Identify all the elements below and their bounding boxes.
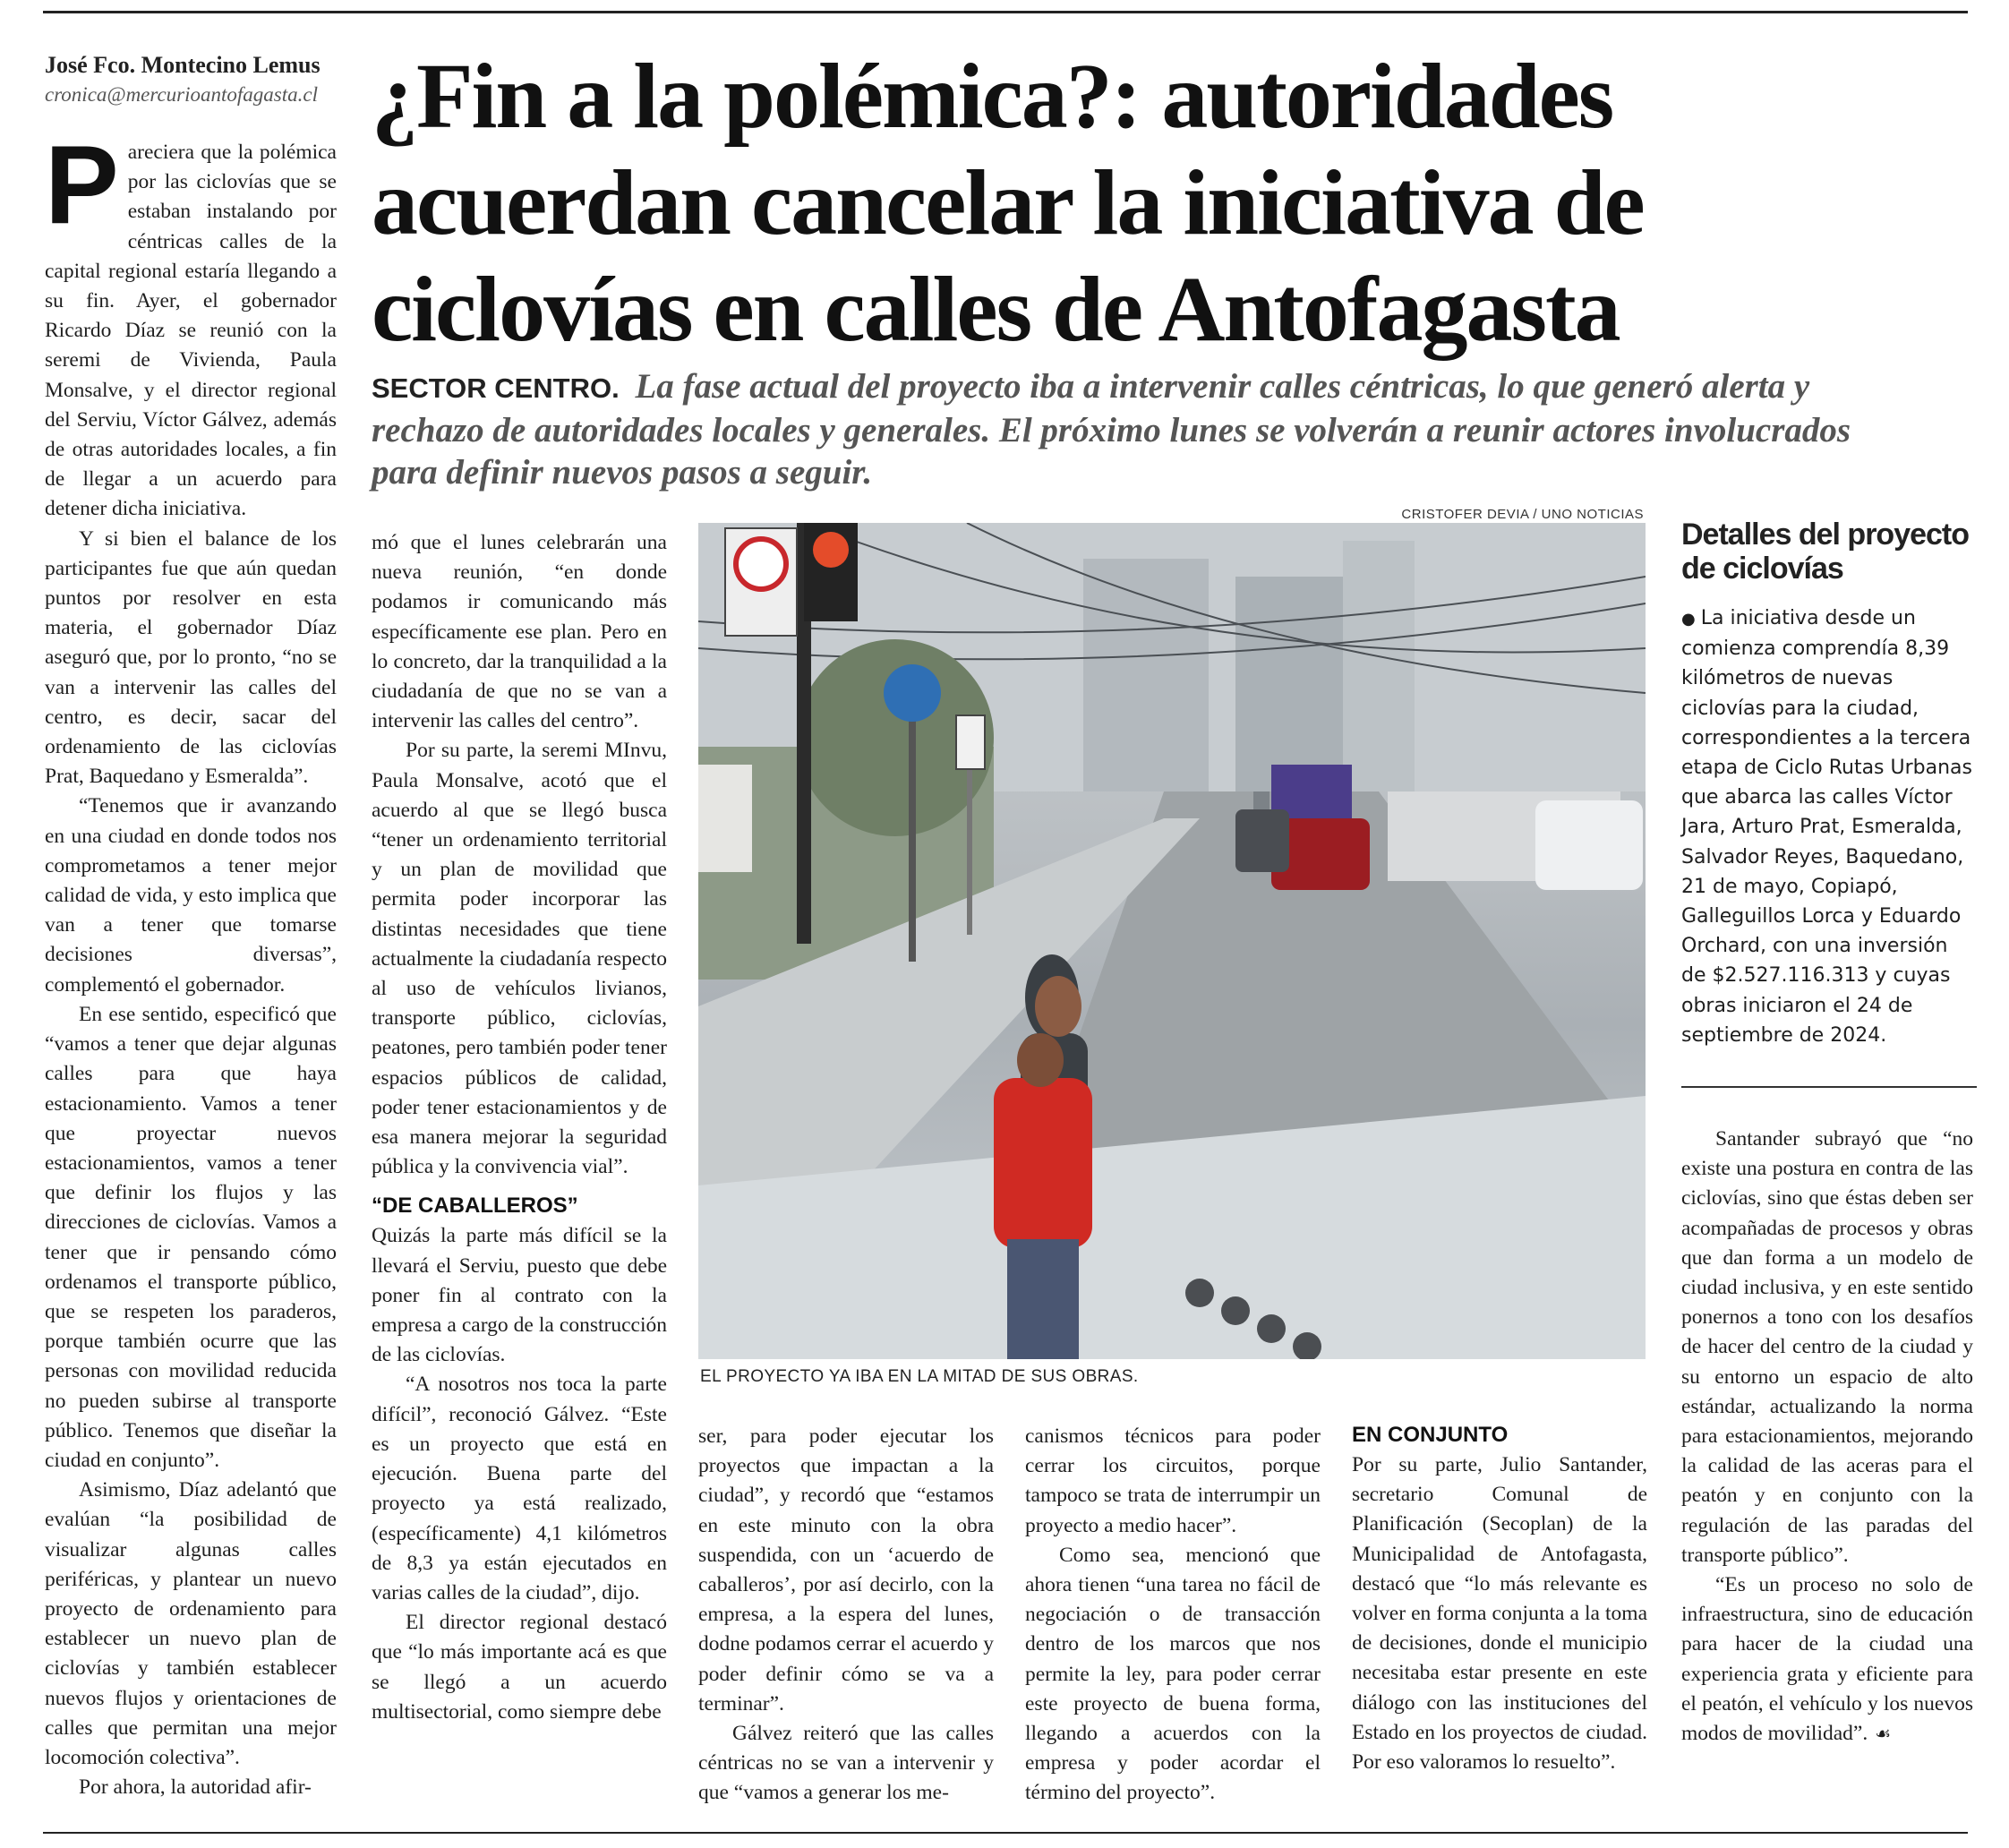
sidebar-title: Detalles del proyecto de ciclovías	[1681, 518, 1970, 586]
closing-text: “Es un proceso no solo de infraestructura, sino de educación para hacer de la ciudad una experiencia grata y eficiente para el peatón, el vehículo y los nuevos modos de movilidad”.	[1681, 1573, 1973, 1746]
end-mark-icon: ☙	[1875, 1723, 1892, 1745]
sidebar-body	[1681, 603, 1973, 1050]
headline: ¿Fin a la polémica?: autoridades acuerdan cancelar la iniciativa de ciclovías en calles de Antofagasta	[372, 45, 1644, 361]
street-scene-illustration	[698, 523, 1646, 1359]
top-rule	[43, 11, 1968, 13]
author-name: José Fco. Montecino Lemus	[45, 52, 321, 78]
sidebar-text: La iniciativa desde un comienza comprendía 8,39 kilómetros de nuevas ciclovías para la ciudad, correspondientes a la tercera etapa de Ciclo Rutas Urbanas que abarca las calles Víctor Jara, Arturo Prat, Esmeralda, Salvador Reyes, Baquedano, 21 de mayo, Copiapó, Galleguillos Lorca y Eduardo Orchard, con una inversión de $2.527.116.313 y cuyas obras iniciaron el 24 de septiembre de 2024.	[1681, 607, 1972, 1047]
paragraph: Y si bien el balance de los participantes fue que aún quedan puntos por resolver en esta materia, el gobernador Díaz aseguró que, por lo pronto, “no se van a intervenir las calles del centro, es decir, sacar del ordenamiento de las ciclovías Prat, Baquedano y Esmeralda”.	[45, 526, 337, 789]
paragraph: Santander subrayó que “no existe una postura en contra de las ciclovías, sino que éstas deben ser acompañadas de procesos y obras que dan forma a un modelo de ciudad inclusiva, y en este sentido ponernos a tono con los desafíos de hacer del centro de la ciudad y su entorno un espacio de alto estándar, actualizando la norma para estacionamientos, mejorando la calidad de las aceras para el peatón y en conjunto con la regulación de las paradas del transporte público”.	[1681, 1127, 1973, 1567]
street-photo	[698, 523, 1646, 1359]
paragraph: Por su parte, Julio Santander, secretario Comunal de Planificación (Secoplan) de la Municipalidad de Antofagasta, destacó que “lo más relevante es volver en forma conjunta a la toma de decisiones, donde el municipio necesitaba estar presente en este diálogo con las instituciones del Estado en los proyectos de ciudad. Por eso valoramos lo resuelto”.	[1352, 1453, 1647, 1775]
paragraph: “Tenemos que ir avanzando en una ciudad en donde todos nos comprometamos a tener mejor calidad de vida, y esto implica que van a tener que tomarse decisiones diversas”, complementó el gobernador.	[45, 794, 337, 997]
paragraph: Por ahora, la autoridad afir-	[79, 1775, 312, 1800]
byline	[45, 50, 340, 109]
article-column-5	[1352, 1420, 1647, 1777]
paragraph: mó que el lunes celebrarán una nueva reunión, “en donde podamos ir comunicando más específicamente ese plan. Pero en lo concreto, dar la tranquilidad a la ciudadanía de que no se van a intervenir las calles del centro”.	[372, 531, 667, 733]
drop-cap: P	[45, 124, 119, 247]
deck	[372, 365, 1911, 493]
bottom-rule	[43, 1832, 1968, 1834]
lead-paragraph	[45, 124, 337, 525]
subhead-de-caballeros: “DE CABALLEROS”	[372, 1194, 578, 1219]
paragraph: ser, para poder ejecutar los proyectos que impactan a la ciudad”, y recordó que “estamos en este minuto con la obra suspendida, con un ‘acuerdo de caballeros’, por así decirlo, con la empresa, a la espera del lunes, dodne podamos cerrar el acuerdo y poder definir cómo se va a terminar”.	[698, 1424, 994, 1715]
photo-credit: CRISTOFER DEVIA / UNO NOTICIAS	[1401, 507, 1644, 522]
photo-caption: EL PROYECTO YA IBA EN LA MITAD DE SUS OBRAS.	[700, 1367, 1139, 1386]
paragraph: Por su parte, la seremi MInvu, Paula Monsalve, acotó que el acuerdo al que se llegó busca “tener un ordenamiento territorial y un plan de movilidad que permita poder incorporar las distintas necesidades que tiene actualmente la ciudadanía respecto al uso de vehículos livianos, transporte público, ciclovías, peatones, pero también poder tener espacios públicos de calidad, poder tener estacionamientos y de esa manera mejorar la seguridad pública y la convivencia vial”.	[372, 739, 667, 1179]
paragraph: canismos técnicos para poder cerrar los circuitos, porque tampoco se trata de interrumpir un proyecto a medio hacer”.	[1025, 1424, 1321, 1537]
paragraph: El director regional destacó que “lo más importante acá es que se llegó a un acuerdo multisectorial, como siempre debe	[372, 1611, 667, 1724]
paragraph: Quizás la parte más difícil se la llevará el Serviu, puesto que debe poner fin al contrato con la empresa a cargo de la construcción de las ciclovías.	[372, 1224, 667, 1367]
article-column-6	[1681, 1125, 1973, 1749]
subhead-en-conjunto: EN CONJUNTO	[1352, 1423, 1509, 1447]
paragraph: Como sea, mencionó que ahora tienen “una tarea no fácil de negociación o de transacción dentro de los marcos que nos permite la ley, para poder cerrar este proyecto de buena forma, llegando a acuerdos con la empresa y poder acordar el término del proyecto”.	[1025, 1543, 1321, 1805]
deck-kicker: SECTOR CENTRO.	[372, 372, 620, 404]
lead-text: areciera que la polémica por las ciclovías que se estaban instalando por céntricas calles de la capital regional estaría llegando a su fin. Ayer, el gobernador Ricardo Díaz se reunió con la seremi de Vivienda, Paula Monsalve, y el director regional del Serviu, Víctor Gálvez, además de otras autoridades locales, a fin de llegar a un acuerdo para detener dicha iniciativa.	[45, 141, 337, 521]
article-column-2	[372, 528, 667, 1727]
paragraph: En ese sentido, especificó que “vamos a tener que dejar algunas calles para que haya estacionamiento. Vamos a tener que proyectar nuevos estacionamientos, vamos a tener que definir los flujos y las direcciones de ciclovías. Vamos a tener que ir pensando cómo ordenamos el transporte público, que se respeten los paraderos, porque también ocurre que las personas con movilidad reducida no pueden subirse al transporte público. Tenemos que diseñar la ciudad en conjunto”.	[45, 1002, 337, 1472]
deck-text: La fase actual del proyecto iba a intervenir calles céntricas, lo que generó alerta y rechazo de autoridades locales y generales. El próximo lunes se volverán a reunir actores involucrados para definir nuevos pasos a seguir.	[372, 367, 1851, 492]
paragraph: Gálvez reiteró que las calles céntricas no se van a intervenir y que “vamos a generar los me-	[698, 1722, 994, 1805]
author-email: cronica@mercurioantofagasta.cl	[45, 83, 318, 106]
bullet-icon: ●	[1681, 610, 1696, 629]
article-column-4	[1025, 1422, 1321, 1809]
sidebar-divider	[1681, 1086, 1977, 1088]
sidebar-box	[1681, 518, 1973, 1050]
paragraph	[1681, 1570, 1973, 1749]
article-column-3	[698, 1422, 994, 1809]
paragraph: “A nosotros nos toca la parte difícil”, reconoció Gálvez. “Este es un proyecto que está en ejecución. Buena parte del proyecto ya está realizado, (específicamente) 4,1 kilómetros de 8,3 ya están ejecutados en varias calles de la ciudad”, dijo.	[372, 1373, 667, 1604]
paragraph: Asimismo, Díaz adelantó que evalúan “la posibilidad de visualizar algunas calles periféricas, y plantear un nuevo proyecto de ordenamiento para establecer un nuevo plan de ciclovías y también establecer nuevos flujos y orientaciones de calles que permitan una mejor locomoción colectiva”.	[45, 1478, 337, 1769]
article-column-1	[45, 124, 337, 1802]
